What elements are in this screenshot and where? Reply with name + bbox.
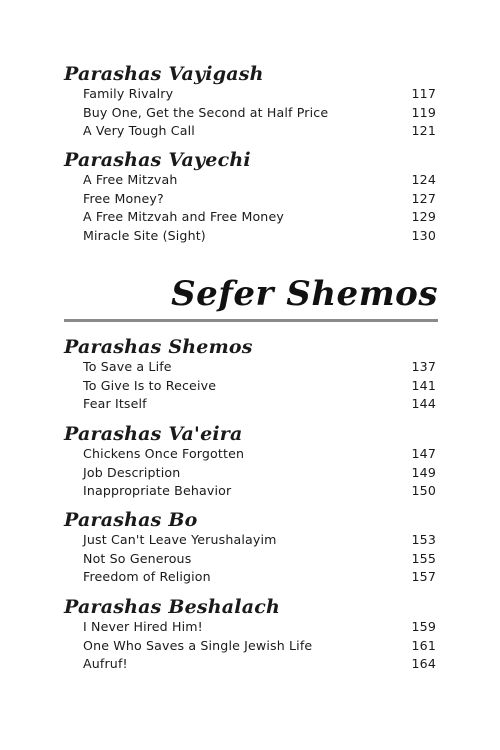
entry-title: Miracle Site (Sight) [83, 227, 206, 243]
entry-page-number: 137 [411, 359, 436, 374]
entry-title: Aufruf! [83, 656, 128, 672]
parasha-section-vayechi [64, 149, 436, 245]
entry-page-number: 130 [411, 227, 436, 243]
parasha-section-bo [64, 509, 436, 587]
entry-page-number: 147 [411, 446, 436, 461]
entry-title: Freedom of Religion [83, 569, 211, 585]
toc-entry[interactable] [64, 568, 436, 587]
toc-entry[interactable] [64, 482, 436, 501]
entry-page-number: 159 [411, 619, 436, 634]
parasha-heading: Parashas Vayechi [64, 149, 251, 171]
parasha-section-beshalach [64, 596, 436, 674]
entry-title: Buy One, Get the Second at Half Price [83, 104, 329, 120]
parasha-heading: Parashas Shemos [64, 336, 253, 358]
entry-title: One Who Saves a Single Jewish Life [83, 637, 313, 653]
toc-entry[interactable] [64, 655, 436, 674]
toc-entry[interactable] [64, 445, 436, 464]
entry-page-number: 129 [411, 209, 436, 225]
toc-entry[interactable] [64, 104, 436, 123]
parasha-section-shemos [64, 336, 436, 414]
entry-page-number: 141 [411, 377, 436, 393]
entry-list [64, 618, 436, 674]
entry-title: Job Description [83, 464, 181, 480]
entry-title: To Save a Life [83, 359, 172, 374]
parasha-heading: Parashas Va'eira [64, 423, 243, 445]
toc-entry[interactable] [64, 208, 436, 227]
entry-title: A Free Mitzvah and Free Money [83, 209, 284, 225]
entry-page-number: 164 [411, 656, 436, 672]
toc-entry[interactable] [64, 122, 436, 141]
entry-page-number: 149 [411, 464, 436, 480]
parasha-section-vayigash [64, 63, 436, 141]
entry-list [64, 358, 436, 414]
toc-entry[interactable] [64, 358, 436, 377]
entry-title: Inappropriate Behavior [83, 483, 232, 499]
entry-page-number: 117 [411, 86, 436, 101]
entry-title: A Very Tough Call [83, 123, 195, 139]
toc-entry[interactable] [64, 550, 436, 569]
toc-entry[interactable] [64, 171, 436, 190]
toc-entry[interactable] [64, 395, 436, 414]
parasha-section-vaeira [64, 423, 436, 501]
toc-entry[interactable] [64, 531, 436, 550]
entry-title: Not So Generous [83, 550, 192, 566]
toc-entry[interactable] [64, 85, 436, 104]
entry-page-number: 161 [411, 637, 436, 653]
parasha-heading: Parashas Beshalach [64, 596, 281, 618]
entry-list [64, 171, 436, 245]
entry-list [64, 531, 436, 587]
toc-entry[interactable] [64, 637, 436, 656]
entry-page-number: 155 [411, 550, 436, 566]
entry-list [64, 445, 436, 501]
entry-page-number: 119 [411, 104, 436, 120]
entry-title: Fear Itself [83, 396, 147, 412]
entry-page-number: 121 [411, 123, 436, 139]
toc-entry[interactable] [64, 377, 436, 396]
entry-title: Chickens Once Forgotten [83, 446, 245, 461]
toc-entry[interactable] [64, 190, 436, 209]
parasha-heading: Parashas Bo [64, 509, 198, 531]
entry-page-number: 153 [411, 532, 436, 547]
entry-title: To Give Is to Receive [83, 377, 217, 393]
entry-title: I Never Hired Him! [83, 619, 203, 634]
entry-page-number: 157 [411, 569, 436, 585]
parasha-heading: Parashas Vayigash [64, 63, 264, 85]
sefer-heading: Sefer Shemos [171, 274, 438, 314]
entry-title: A Free Mitzvah [83, 172, 178, 187]
entry-list [64, 85, 436, 141]
entry-page-number: 124 [411, 172, 436, 187]
entry-page-number: 150 [411, 483, 436, 499]
entry-page-number: 144 [411, 396, 436, 412]
entry-title: Free Money? [83, 190, 164, 206]
toc-entry[interactable] [64, 227, 436, 246]
entry-title: Just Can't Leave Yerushalayim [83, 532, 277, 547]
entry-title: Family Rivalry [83, 86, 174, 101]
entry-page-number: 127 [411, 190, 436, 206]
sefer-divider-rule [64, 319, 438, 322]
toc-entry[interactable] [64, 464, 436, 483]
toc-entry[interactable] [64, 618, 436, 637]
